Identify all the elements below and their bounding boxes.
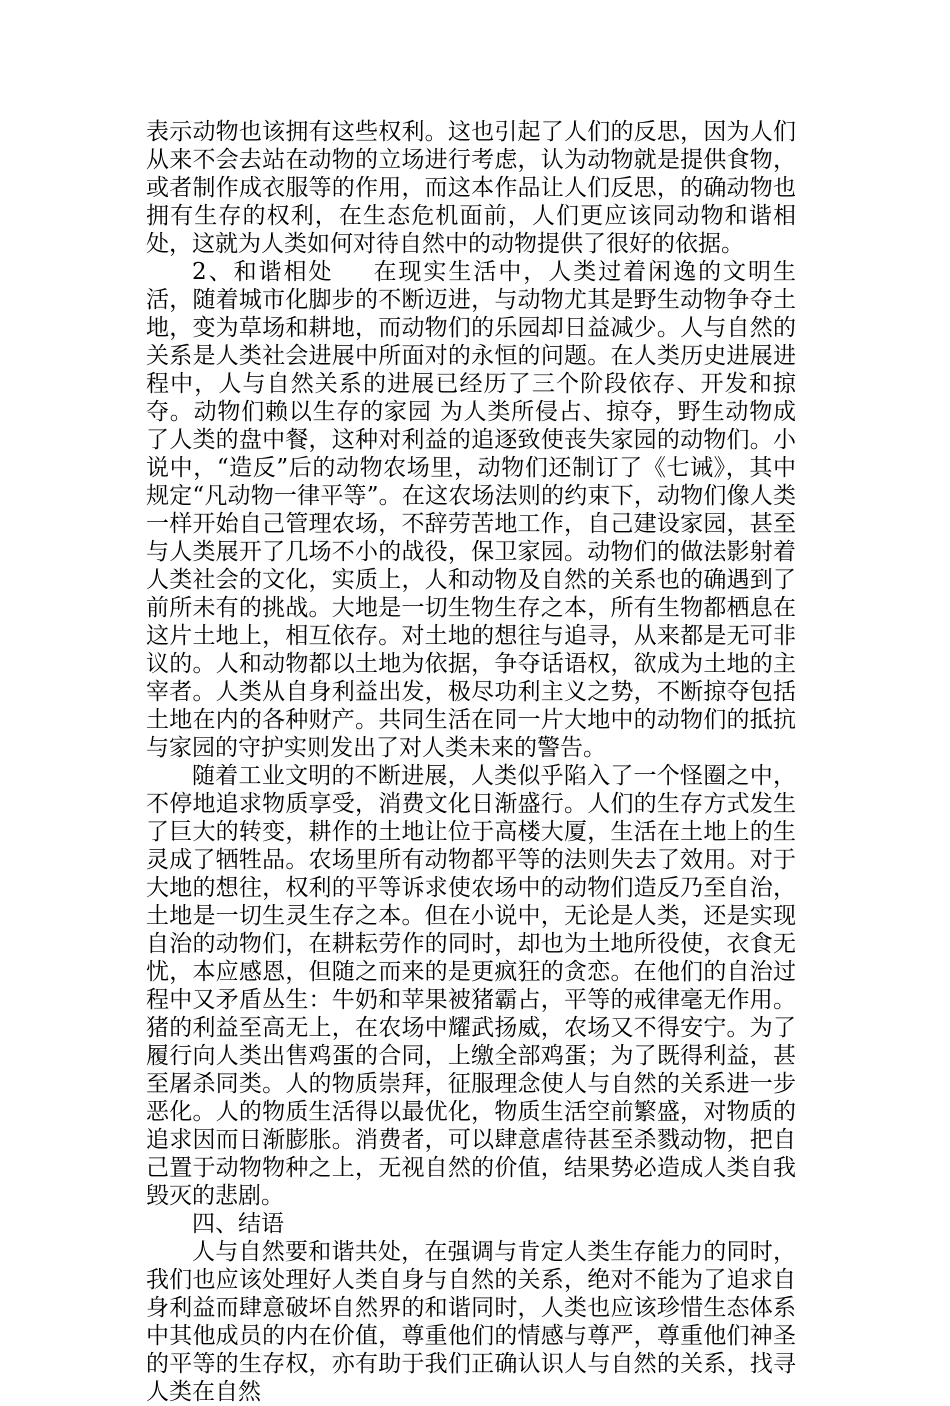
- section-heading-conclusion: [146, 1210, 796, 1238]
- paragraph-5-text: 人与自然要和谐共处，在强调与肯定人类生存能力的同时，我们也应该处理好人类自身与自然的关系，绝对不能为了追求自身利益而肆意破坏自然界的和谐同时，人类也应该珍惜生态体系中其他成员的内在价值，尊重他们的情感与尊严，尊重他们神圣的平等的生存权，亦有助于我们正确认识人与自然的关系，找寻人类在自然: [146, 1239, 796, 1405]
- paragraph-3-text: 随着工业文明的不断进展，人类似乎陷入了一个怪圈之中，不停地追求物质享受，消费文化日渐盛行。人们的生存方式发生了巨大的转变，耕作的土地让位于高楼大厦，生活在土地上的生灵成了牺牲品。农场里所有动物都平等的法则失去了效用。对于大地的想往，权利的平等诉求使农场中的动物们造反乃至自治，土地是一切生灵生存之本。但在小说中，无论是人类，还是实现自治的动物们，在耕耘劳作的同时，却也为土地所役使，衣食无忧，本应感恩，但随之而来的是更疯狂的贪恋。在他们的自治过程中又矛盾丛生：牛奶和苹果被猪霸占，平等的戒律毫无作用。猪的利益至高无上，在农场中耀武扬威，农场又不得安宁。为了履行向人类出售鸡蛋的合同，上缴全部鸡蛋；为了既得利益，甚至屠杀同类。人的物质崇拜，征服理念使人与自然的关系进一步恶化。人的物质生活得以最优化，物质生活空前繁盛，对物质的追求因而日渐膨胀。消费者，可以肆意虐待甚至杀戮动物，把自己置于动物物种之上，无视自然的价值，结果势必造成人类自我毁灭的悲剧。: [146, 763, 796, 1209]
- paragraph-2-text: 在现实生活中，人类过着闲逸的文明生活，随着城市化脚步的不断迈进，与动物尤其是野生动物争夺土地，变为草场和耕地，而动物们的乐园却日益减少。人与自然的关系是人类社会进展中所面对的永恒的问题。在人类历史进展进程中，人与自然关系的进展已经历了三个阶段依存、开发和掠夺。动物们赖以生存的家园 为人类所侵占、掠夺，野生动物成了人类的盘中餐，这种对利益的追逐致使丧失家园的动物们。小说中，“造反”后的动物农场里，动物们还制订了《七诫》，其中规定“凡动物一律平等”。在这农场法则的约束下，动物们像人类一样开始自己管理农场，不辞劳苦地工作，自己建设家园，甚至与人类展开了几场不小的战役，保卫家园。动物们的做法影射着人类社会的文化，实质上，人和动物及自然的关系也的确遇到了前所未有的挑战。大地是一切生物生存之本，所有生物都栖息在这片土地上，相互依存。对土地的想往与追寻，从来都是无可非议的。人和动物都以土地为依据，争夺话语权，欲成为土地的主宰者。人类从自身利益出发，极尽功利主义之势，不断掠夺包括土地在内的各种财产。共同生活在同一片大地中的动物们的抵抗与家园的守护实则发出了对人类未来的警告。: [146, 259, 797, 761]
- paragraph-1: [146, 118, 796, 258]
- paragraph-2: [146, 258, 796, 762]
- document-page: [146, 118, 796, 1406]
- paragraph-1-text: 表示动物也该拥有这些权利。这也引起了人们的反思，因为人们从来不会去站在动物的立场进行考虑，认为动物就是提供食物，或者制作成衣服等的作用，而这本作品让人们反思，的确动物也拥有生存的权利，在生态危机面前，人们更应该同动物和谐相处，这就为人类如何对待自然中的动物提供了很好的依据。: [146, 119, 796, 257]
- conclusion-heading-text: 四、结语: [192, 1211, 284, 1237]
- section-heading-harmony: 2、和谐相处: [192, 259, 334, 285]
- paragraph-3: [146, 762, 796, 1210]
- paragraph-5: [146, 1238, 796, 1406]
